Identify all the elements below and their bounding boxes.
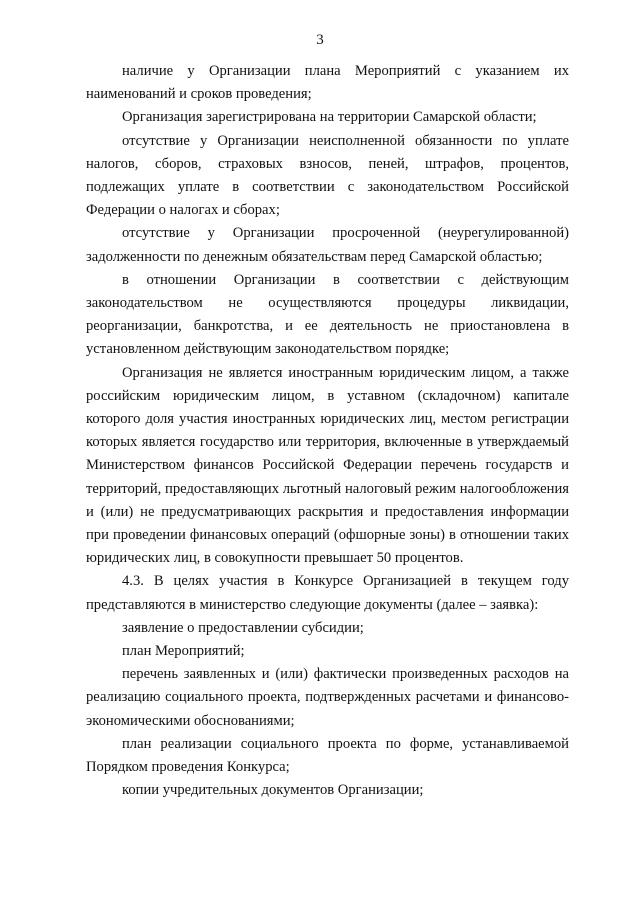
paragraph-4-3-documents: 4.3. В целях участия в Конкурсе Организацией в текущем году представляются в министерство следующие документы (далее – заявка): [86, 573, 569, 613]
paragraph-registered-samara: Организация зарегистрирована на территории Самарской области; [122, 109, 537, 126]
paragraph-not-foreign-entity: Организация не является иностранным юридическим лицом, а также российским юридическим лицом, в уставном (складочном) капитале которого доля участия иностранных юридических лиц, местом регистрации которых является государство или территория, включенные в утверждаемый Министерством финансов Российской Федерации перечень государств и территорий, предоставляющих льготный налоговый режим налогообложения и (или) не предусматривающих раскрытия и предоставления информации при проведении финансовых операций (офшорные зоны) в отношении таких юридических лиц, в совокупности превышает 50 процентов. [86, 364, 569, 567]
paragraph-no-liquidation: в отношении Организации в соответствии с действующим законодательством не осуществляются процедуры ликвидации, реорганизации, банкротства, и ее деятельность не приостановлена в установленном действующим законодательством порядке; [86, 271, 569, 358]
paragraph-no-overdue-debt: отсутствие у Организации просроченной (неурегулированной) задолженности по денежным обязательствам перед Самарской областью; [86, 225, 569, 265]
paragraph-no-tax-debt: отсутствие у Организации неисполненной обязанности по уплате налогов, сборов, страховых взносов, пеней, штрафов, процентов, подлежащих уплате в соответствии с законодательством Российской Федерации о налогах и сборах; [86, 132, 569, 219]
document-body [86, 60, 569, 803]
paragraph-subsidy-application: заявление о предоставлении субсидии; [122, 619, 364, 636]
paragraph-project-plan: план реализации социального проекта по форме, устанавливаемой Порядком проведения Конкурса; [86, 735, 569, 776]
page-number: 3 [316, 32, 324, 48]
paragraph-founding-documents: копии учредительных документов Организации; [122, 782, 424, 799]
paragraph-organization-plan: наличие у Организации плана Мероприятий с указанием их наименований и сроков проведения; [86, 63, 569, 103]
paragraph-expenses-list: перечень заявленных и (или) фактически произведенных расходов на реализацию социального проекта, подтвержденных расчетами и финансово-экономическими обоснованиями; [86, 666, 569, 729]
paragraph-events-plan: план Мероприятий; [122, 643, 245, 660]
